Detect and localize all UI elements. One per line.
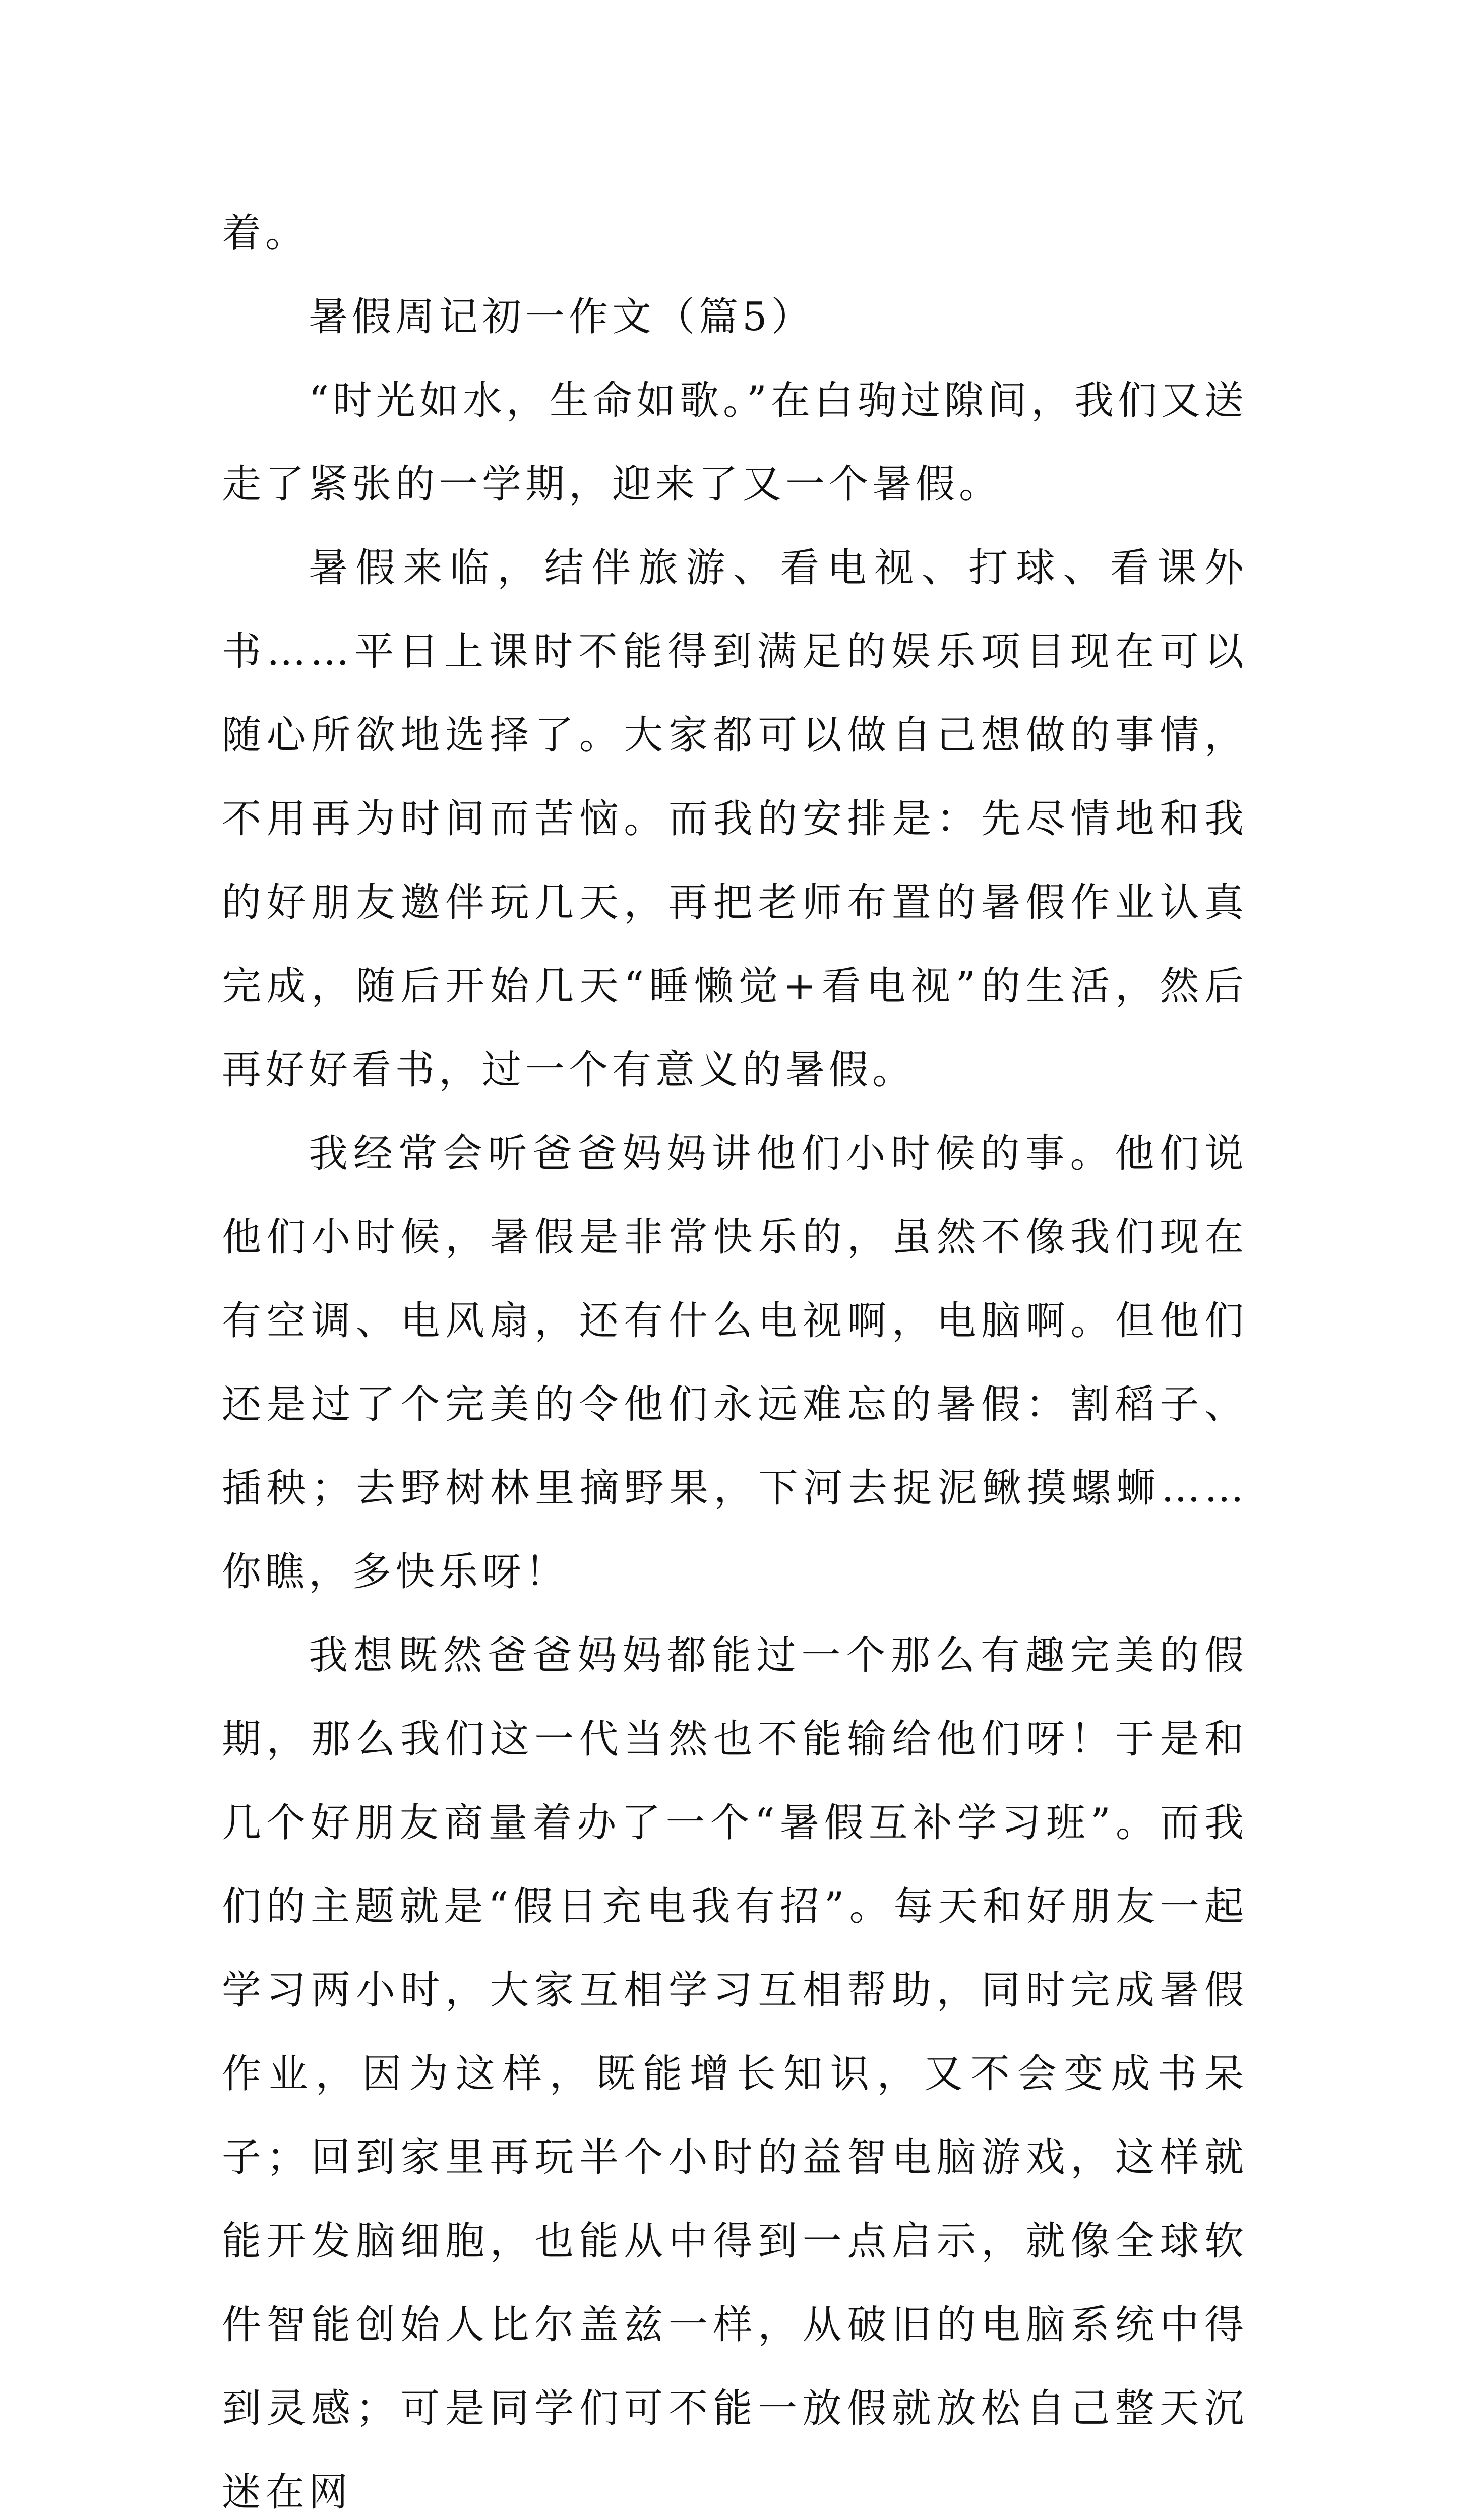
paragraph: 暑假来临，结伴旅游、看电视、打球、看课外书……平日上课时不能得到满足的娱乐项目现在可以随心所欲地选择了。大家都可以做自己想做的事情，不用再为时间而苦恼。而我的安排是：先尽情地和我的好朋友邀伴玩几天，再把老师布置的暑假作业认真完成，随后开始几天“睡懒觉+看电视”的生活，然后再好好看书，过一个有意义的暑假。 [222, 545, 1248, 1093]
paragraph: 我经常会听爸爸妈妈讲他们小时候的事。他们说他们小时候，暑假是非常快乐的，虽然不像我们现在有空调、电风扇，还有什么电视啊，电脑啊。但他们还是过了个完美的令他们永远难忘的暑假：割稻子、插秧；去野树林里摘野果，下河去捉泥鳅摸螺蛳……你瞧，多快乐呀！ [222, 1131, 1248, 1595]
paragraph-continuation: 着。 [222, 211, 309, 256]
paragraph: “时光如水，生命如歌。”在白驹过隙间，我们又送走了紧张的一学期，迎来了又一个暑假。 [222, 378, 1248, 507]
section-heading: 暑假周记初一作文（篇5） [309, 294, 815, 340]
paragraph: 我想既然爸爸妈妈都能过一个那么有趣完美的假期，那么我们这一代当然也不能输给他们呀！于是和几个好朋友商量着办了一个“暑假互补学习班”。而我们的主题就是“假日充电我有招”。每天和好朋友一起学习两小时，大家互相学习互相帮助，同时完成暑假作业，因为这样，既能增长知识，又不会变成书呆子；回到家里再玩半个小时的益智电脑游戏，这样就能开发脑细胞，也能从中得到一点启示，就像全球软件智能创始人比尔盖兹一样，从破旧的电脑系统中得到灵感；可是同学们可不能一放假就放松自己整天沉迷在网 [222, 1633, 1248, 2515]
document-body [222, 192, 1248, 2520]
